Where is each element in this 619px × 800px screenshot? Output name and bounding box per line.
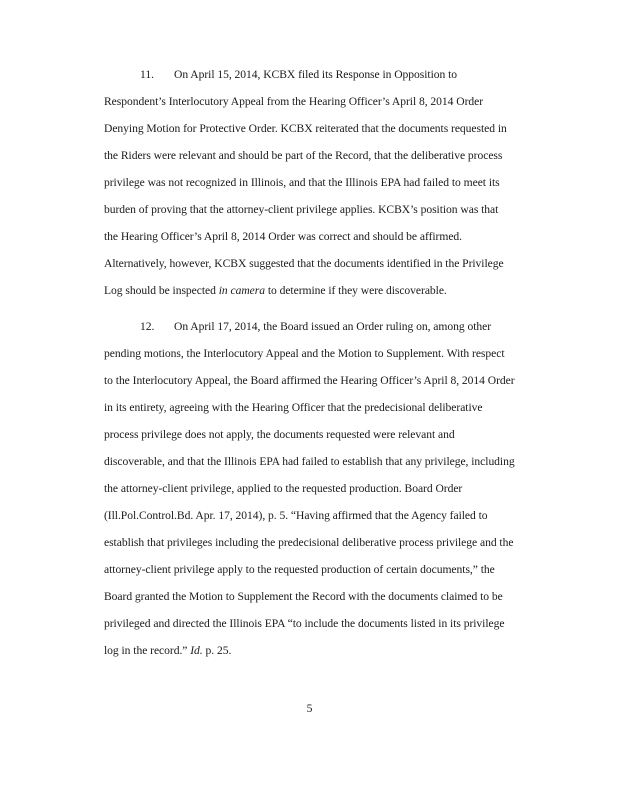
paragraph-line: log in the record.” Id. p. 25. [104, 644, 232, 657]
paragraph-line: to the Interlocutory Appeal, the Board affirmed the Hearing Officer’s April 8, 2014 Order [104, 374, 515, 387]
paragraph-line: Alternatively, however, KCBX suggested that the documents identified in the Privilege [104, 257, 504, 270]
paragraph-line: 12. On April 17, 2014, the Board issued an Order ruling on, among other [104, 313, 532, 340]
paragraph-line: pending motions, the Interlocutory Appeal and the Motion to Supplement. With respect [104, 347, 505, 360]
paragraph-line: the Hearing Officer’s April 8, 2014 Order was correct and should be affirmed. [104, 230, 463, 243]
paragraph-line: discoverable, and that the Illinois EPA had failed to establish that any privilege, including [104, 455, 515, 468]
paragraph-line: the Riders were relevant and should be part of the Record, that the deliberative process [104, 149, 503, 162]
paragraph-11 [104, 61, 532, 304]
paragraph-line: Respondent’s Interlocutory Appeal from the Hearing Officer’s April 8, 2014 Order [104, 95, 484, 108]
paragraph-line: establish that privileges including the predecisional deliberative process privilege and the [104, 536, 514, 549]
paragraph-line: (Ill.Pol.Control.Bd. Apr. 17, 2014), p. 5. “Having affirmed that the Agency failed to [104, 509, 488, 522]
page-number: 5 [306, 702, 313, 715]
paragraph-line: the attorney-client privilege, applied to the requested production. Board Order [104, 482, 463, 495]
paragraph-line: Board granted the Motion to Supplement the Record with the documents claimed to be [104, 590, 503, 603]
paragraph-line: Denying Motion for Protective Order. KCBX reiterated that the documents requested in [104, 122, 507, 135]
paragraph-line: privileged and directed the Illinois EPA “to include the documents listed in its privilege [104, 617, 505, 630]
paragraph-line: in its entirety, agreeing with the Hearing Officer that the predecisional deliberative [104, 401, 483, 414]
paragraph-number: 11. [140, 68, 154, 81]
paragraph-line: attorney-client privilege apply to the requested production of certain documents,” the [104, 563, 495, 576]
italic-term: in camera [218, 284, 265, 297]
italic-citation: Id. [190, 644, 203, 657]
paragraph-line: process privilege does not apply, the documents requested were relevant and [104, 428, 455, 441]
paragraph-line: 11. On April 15, 2014, KCBX filed its Response in Opposition to [104, 61, 532, 88]
paragraph-12 [104, 313, 532, 664]
paragraph-line: Log should be inspected in camera to determine if they were discoverable. [104, 284, 447, 297]
paragraph-line: burden of proving that the attorney-client privilege applies. KCBX’s position was that [104, 203, 499, 216]
paragraph-line: privilege was not recognized in Illinois, and that the Illinois EPA had failed to meet its [104, 176, 500, 189]
paragraph-number: 12. [140, 320, 155, 333]
